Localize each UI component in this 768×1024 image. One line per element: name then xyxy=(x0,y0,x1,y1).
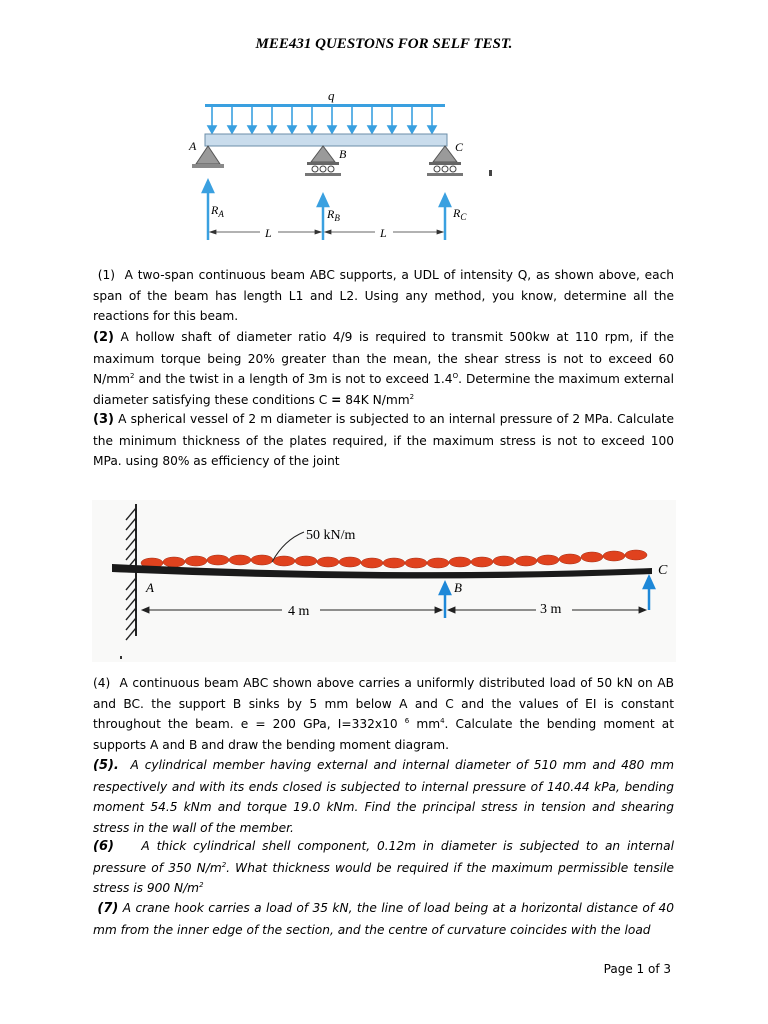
fixed-beam-figure xyxy=(92,500,676,662)
question-6: (6) A thick cylindrical shell component, 0.12m in diameter is subjected to an internal pressure of 350 $N/m^2$. What thickness would be required if the maximum permissible tensile stress is 900 $N/m^2$ xyxy=(93,839,675,895)
reaction-a-label: $R_A$ xyxy=(211,203,224,219)
question-5: (5). A cylindrical member having external and internal diameter of 510 mm and 480 mm respectively and with its ends closed is subjected to internal pressure of 140.44 kPa, bending moment 54.5 kNm and torque 19.0 kNm. Find the principal stress in tension and shearing stress in the wall of the member. xyxy=(93,758,674,835)
span-2-label: 3 m xyxy=(540,602,562,617)
question-3-number: (3) xyxy=(93,412,114,427)
question-7: (7) A crane hook carries a load of 35 kN, the line of load being at a horizontal distance of 40 mm from the inner edge of the section, and the centre of curvature coincides with the load xyxy=(93,901,675,937)
load-bar xyxy=(205,104,445,107)
support-b xyxy=(305,146,341,176)
question-2: (2) A hollow shaft of diameter ratio 4/9 is required to transmit 500kw at 110 rpm, if the maximum torque being 20% greater than the mean, the shear stress is not to exceed 60 $N/mm^2$ and the twist in a length of 3m is not to exceed $1.4^O$. Determine the maximum external diameter satisfying these conditions C = 84K $N/mm^2$ xyxy=(93,330,674,407)
point-a-label: A xyxy=(146,580,154,595)
span-1-label: L xyxy=(265,226,272,240)
reaction-b-label: $R_B$ xyxy=(327,207,340,223)
load-label: q xyxy=(328,88,335,103)
stray-dot xyxy=(120,656,122,659)
question-4-number: (4) xyxy=(93,676,111,690)
page-title: MEE431 QUESTONS FOR SELF TEST. xyxy=(255,36,513,52)
question-6-number: (6) xyxy=(93,839,114,854)
question-1: (1) A two-span continuous beam ABC supports, a UDL of intensity Q, as shown above, each span of the beam has length L1 and L2. Using any method, you know, determine all the reactions for this beam. xyxy=(93,268,675,323)
udl-arrows xyxy=(208,107,436,133)
question-7-number: (7) xyxy=(97,901,119,916)
support-c-label: C xyxy=(455,140,464,154)
support-a xyxy=(192,146,224,168)
question-2-number: (2) xyxy=(93,330,114,345)
page-number: Page 1 of 3 xyxy=(603,962,671,976)
question-4: (4) A continuous beam ABC shown above carries a uniformly distributed load of 50 kN on AB and BC. the support B sinks by 5 mm below A and C and the values of EI is constant throughout the beam. e = 200 GPa, I=332x10 $^6$ $mm^4$. Calculate the bending moment at supports A and B and draw the bending moment diagram. xyxy=(93,676,675,752)
question-3: (3) A spherical vessel of 2 m diameter is subjected to an internal pressure of 2 MPa. Calculate the minimum thickness of the plates required, if the maximum stress is not to exceed 100 MPa. using 80% as efficiency of the joint xyxy=(93,412,675,468)
point-b-label: B xyxy=(454,580,462,595)
stray-mark xyxy=(489,170,492,176)
reaction-c-label: $R_C$ xyxy=(453,206,467,222)
point-c-label: C xyxy=(658,563,668,578)
question-5-number: (5). xyxy=(93,758,119,773)
continuous-beam-figure xyxy=(180,82,500,247)
span-1-label: 4 m xyxy=(288,604,310,619)
support-a-label: A xyxy=(189,139,197,153)
span-2-label: L xyxy=(380,226,387,240)
beam xyxy=(205,134,447,146)
load-label: 50 kN/m xyxy=(306,528,356,543)
span-dimensions xyxy=(210,230,443,234)
support-b-label: B xyxy=(339,147,347,161)
